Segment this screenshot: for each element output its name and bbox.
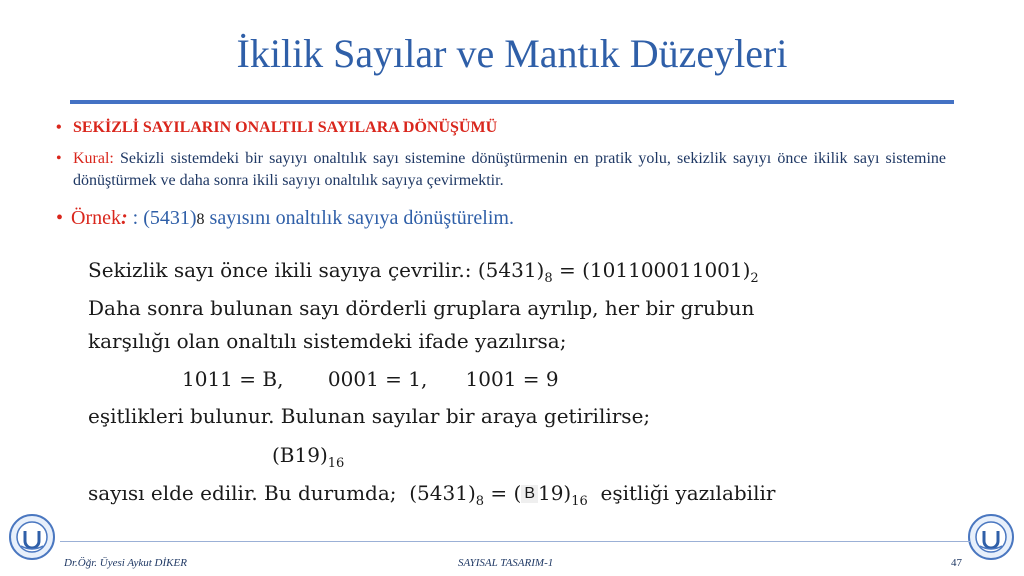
bullet-dot: • xyxy=(56,207,64,229)
slide-title: İkilik Sayılar ve Mantık Düzeyleri xyxy=(236,31,788,76)
rule-paragraph xyxy=(73,148,946,192)
title-divider xyxy=(70,100,954,104)
example-intro xyxy=(71,205,946,233)
bullet-dot: • xyxy=(56,150,62,167)
page-number: 47 xyxy=(951,557,962,569)
bullet-heading xyxy=(56,117,946,139)
example-line-2: Daha sonra bulunan sayı dörderli gruplara ayrılıp, her bir grubun xyxy=(88,296,755,320)
footer-course: SAYISAL TASARIM-1 xyxy=(458,557,554,569)
rule-text: Sekizli sistemdeki bir sayıyı onaltılık sayı sistemine dönüştürmenin en pratik yolu, sekizlik sayıyı önce ikilik sayı sistemine dönüştürmek ve daha sonra ikili sayıyı onaltılık sayıya çevirmektir. xyxy=(73,150,946,189)
bullet-rule xyxy=(56,148,946,192)
university-logo-icon xyxy=(8,513,56,561)
example-label: Örnek xyxy=(71,207,121,229)
footer-divider xyxy=(60,541,970,542)
example-line-1: Sekizlik sayı önce ikili sayıya çevrilir.: $(5431)_8 = (101100011001)_2$ xyxy=(88,258,759,286)
example-colon: : xyxy=(120,207,128,229)
example-line-4: 1011 = B, 0001 = 1, 1001 = 9 xyxy=(182,367,559,391)
university-logo-icon xyxy=(967,513,1015,561)
example-line-3: karşılığı olan onaltılı sistemdeki ifade yazılırsa; xyxy=(88,329,567,353)
bullet-example xyxy=(56,205,946,233)
footer-author: Dr.Öğr. Üyesi Aykut DİKER xyxy=(64,557,187,569)
example-sub: 8 xyxy=(196,211,205,228)
heading-text: SEKİZLİ SAYILARIN ONALTILI SAYILARA DÖNÜŞÜMÜ xyxy=(73,119,498,136)
example-line-6: $(B19)_{16}$ xyxy=(272,443,345,471)
example-post: sayısını onaltılık sayıya dönüştürelim. xyxy=(204,207,514,229)
bullet-dot: • xyxy=(56,119,62,136)
highlighted-letter: B xyxy=(521,485,538,503)
example-line-7: sayısı elde edilir. Bu durumda; $(5431)_8$ = ( B $19)_{16}$ eşitliği yazılabilir xyxy=(88,481,776,509)
example-pre: : (5431) xyxy=(127,207,197,229)
rule-label: Kural: xyxy=(73,150,114,167)
example-line-5: eşitlikleri bulunur. Bulunan sayılar bir araya getirilirse; xyxy=(88,404,651,428)
